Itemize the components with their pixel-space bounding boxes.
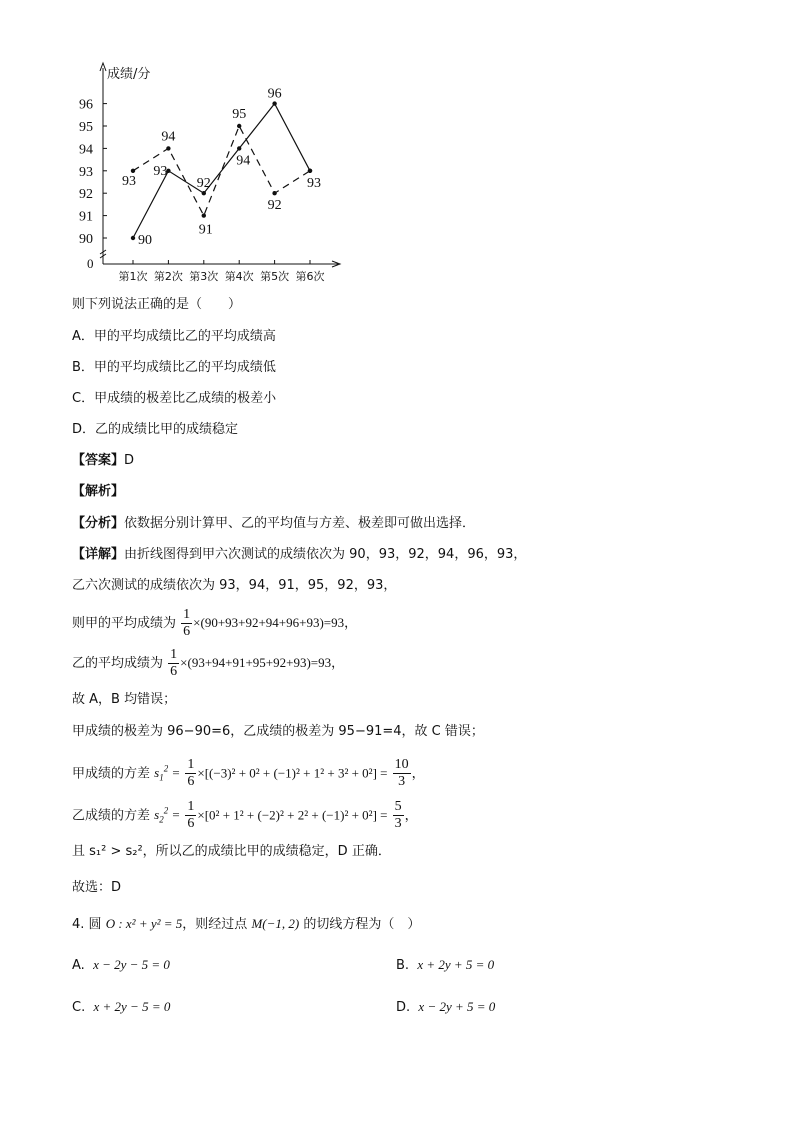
mean-yi-expr: ×(93+94+91+95+92+93)=93， <box>180 655 345 670</box>
x-tick-label: 第1次 <box>118 270 148 283</box>
y-tick-label: 92 <box>79 187 93 203</box>
y-tick-label: 90 <box>79 232 93 247</box>
data-label-solid: 92 <box>196 176 211 192</box>
q4-option-d: D. x − 2y + 5 = 0 <box>396 999 496 1015</box>
fraction-one-sixth: $\frac{1}{6}$ <box>187 799 195 832</box>
xiangjie-line1 <box>72 546 526 564</box>
analysis-label: 【解析】 <box>72 484 125 499</box>
xiangjie-text1: 由折线图得到甲六次测试的成绩依次为 90，93，92，94，96，93， <box>124 547 527 562</box>
data-label-solid: 93 <box>153 163 168 179</box>
data-label-solid: 94 <box>236 153 251 169</box>
select-line: 故选：D <box>72 880 122 895</box>
data-label-solid: 96 <box>267 86 282 102</box>
y-axis-label: 成绩/分 <box>107 67 151 82</box>
option-d: D．乙的成绩比甲的成绩稳定 <box>72 422 239 437</box>
x-tick-label: 第6次 <box>295 270 325 283</box>
fenxi-label: 【分析】 <box>72 516 125 531</box>
data-point <box>131 169 135 173</box>
var-jia-body: ×[(−3)² + 0² + (−1)² + 1² + 3² + 0²] = <box>197 765 388 781</box>
var-jia-prefix: 甲成绩的方差 <box>72 766 151 782</box>
y-tick-label: 91 <box>79 209 93 225</box>
var-symbol-s1: $s_1^2$ = <box>154 764 181 783</box>
question-stem: 则下列说法正确的是（ ） <box>72 297 242 312</box>
data-point <box>308 169 312 173</box>
q4-option-b: B. x + 2y + 5 = 0 <box>396 957 495 973</box>
q4-mid: ，则经过点 <box>182 917 248 932</box>
range-line: 甲成绩的极差为 96−90=6，乙成绩的极差为 95−91=4，故 C 错误； <box>72 724 484 739</box>
data-point <box>237 146 241 150</box>
mean-yi-prefix: 乙的平均成绩为 <box>72 656 164 671</box>
answer-line <box>72 452 134 470</box>
fenxi-line <box>72 515 475 533</box>
q4-prefix: 4. 圆 <box>72 917 102 932</box>
q4-option-a: A. x − 2y − 5 = 0 <box>72 957 170 973</box>
x-tick-label: 第5次 <box>260 270 290 283</box>
mean-jia-expr: ×(90+93+92+94+96+93)=93， <box>193 615 358 630</box>
data-label-dashed: 91 <box>198 222 213 238</box>
ab-wrong-line: 故 A，B 均错误； <box>72 692 177 707</box>
var-symbol-s2: $s_2^2$ = <box>154 806 181 825</box>
x-tick-label: 第4次 <box>224 270 254 283</box>
chart-data-labels <box>122 87 321 248</box>
option-c: C．甲成绩的极差比乙成绩的极差小 <box>72 391 277 406</box>
data-label-dashed: 95 <box>232 107 247 122</box>
fraction-five-thirds: $\frac{5}{3}$ <box>394 799 402 832</box>
score-line-chart <box>62 58 352 290</box>
fraction-one-sixth: $\frac{1}{6}$ <box>183 607 191 639</box>
q4-circle: O : x² + y² = 5 <box>105 916 183 931</box>
x-tick-label: 第2次 <box>153 270 183 283</box>
data-point <box>272 191 276 195</box>
y-tick-label: 96 <box>79 97 93 113</box>
answer-value: D <box>124 453 135 468</box>
fraction-one-sixth: $\frac{1}{6}$ <box>187 757 195 790</box>
data-point <box>166 146 170 150</box>
fraction-ten-thirds: $\frac{10}{3}$ <box>394 757 409 790</box>
chart-axes <box>87 63 340 271</box>
var-yi-body: ×[0² + 1² + (−2)² + 2² + (−1)² + 0²] = <box>197 807 388 823</box>
data-label-solid: 93 <box>307 175 321 191</box>
y-tick-label: 95 <box>79 120 93 135</box>
fraction-one-sixth: $\frac{1}{6}$ <box>170 647 178 679</box>
mean-jia-line <box>72 606 357 641</box>
y-tick-label: 94 <box>79 142 93 158</box>
q4-option-c: C. x + 2y − 5 = 0 <box>72 999 171 1015</box>
y-origin-label: 0 <box>87 256 94 271</box>
var-yi-prefix: 乙成绩的方差 <box>72 808 151 824</box>
data-point <box>202 191 206 195</box>
conclusion-line: 且 s₁² > s₂²，所以乙的成绩比甲的成绩稳定，D 正确． <box>72 844 391 859</box>
var-jia-line: 甲成绩的方差 $s_1^2$ = $\frac{1}{6}$ ×[(−3)² + 0² + (−1)² + 1² + 3² + 0²] = $\frac{10}{3}$ ， <box>72 757 425 790</box>
data-point <box>131 236 135 240</box>
data-label-dashed: 94 <box>161 129 176 145</box>
xiangjie-line2: 乙六次测试的成绩依次为 93，94，91，95，92，93， <box>72 578 397 593</box>
q4-suffix: 的切线方程为（ ） <box>303 917 421 932</box>
x-tick-label: 第3次 <box>189 270 219 283</box>
data-point <box>202 213 206 217</box>
option-b: B．甲的平均成绩比乙的平均成绩低 <box>72 360 276 375</box>
q4-point: M(−1, 2) <box>251 916 300 931</box>
data-label-dashed: 93 <box>122 173 136 189</box>
data-label-solid: 90 <box>138 233 152 248</box>
mean-yi-line <box>72 646 344 681</box>
q4-stem <box>72 915 420 934</box>
option-a: A．甲的平均成绩比乙的平均成绩高 <box>72 329 276 344</box>
data-point <box>237 124 241 128</box>
fenxi-text: 依数据分别计算甲、乙的平均值与方差、极差即可做出选择． <box>124 516 476 531</box>
data-label-dashed: 92 <box>267 198 282 214</box>
var-yi-line: 乙成绩的方差 $s_2^2$ = $\frac{1}{6}$ ×[0² + 1² + (−2)² + 2² + (−1)² + 0²] = $\frac{5}{3}$ ， <box>72 799 418 832</box>
xiangjie-label: 【详解】 <box>72 547 125 562</box>
y-tick-label: 93 <box>79 164 93 180</box>
answer-label: 【答案】 <box>72 453 125 468</box>
mean-jia-prefix: 则甲的平均成绩为 <box>72 616 177 631</box>
data-point <box>272 101 276 105</box>
